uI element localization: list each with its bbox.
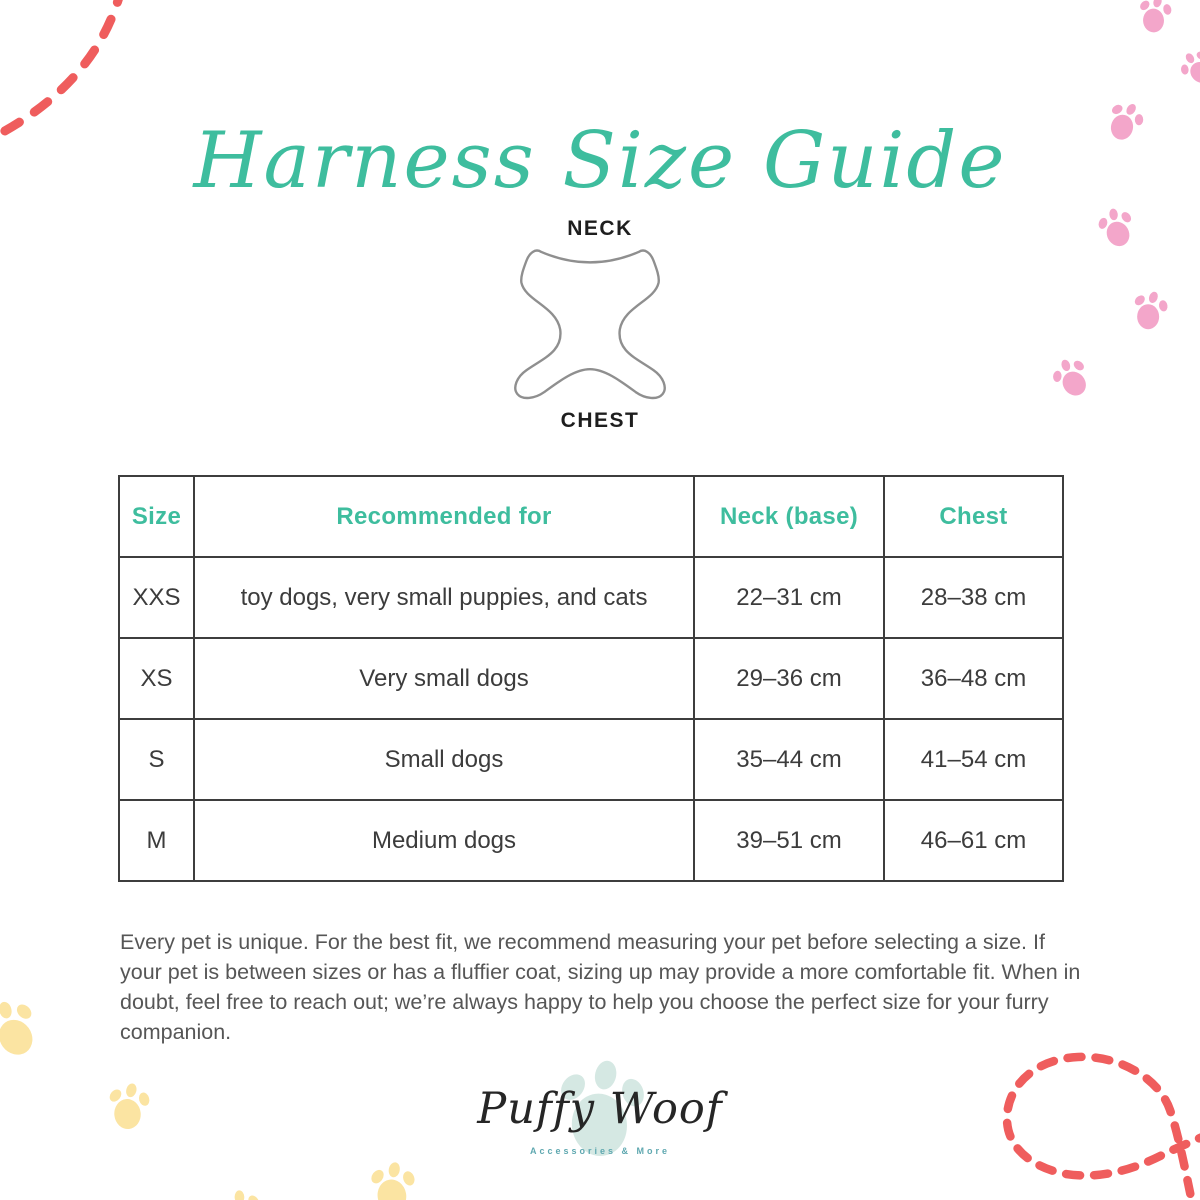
table-row <box>119 719 1063 800</box>
size-cell: S <box>119 719 194 800</box>
sizing-note: Every pet is unique. For the best fit, we recommend measuring your pet before selecting a size. If your pet is between sizes or has a fluffier coat, sizing up may provide a more comfortable fit. When in doubt, feel free to reach out; we’re always happy to help you choose the perfect size for your furry companion. <box>120 929 1081 1044</box>
neck-cell: 39–51 cm <box>694 800 884 881</box>
neck-cell: 22–31 cm <box>694 557 884 638</box>
paw-print-icon <box>1173 44 1200 93</box>
size-guide-table <box>118 475 1064 882</box>
size-cell: XXS <box>119 557 194 638</box>
column-header-neck: Neck (base) <box>694 476 884 557</box>
recommended-cell: toy dogs, very small puppies, and cats <box>194 557 694 638</box>
paw-print-icon <box>1047 353 1096 405</box>
harness-outline-icon <box>503 243 677 407</box>
size-cell: M <box>119 800 194 881</box>
dashed-curve-bottom-right <box>1007 1057 1200 1200</box>
chest-cell: 28–38 cm <box>884 557 1063 638</box>
table-row <box>119 800 1063 881</box>
recommended-cell: Medium dogs <box>194 800 694 881</box>
column-header-size: Size <box>119 476 194 557</box>
page-title: Harness Size Guide <box>193 116 1007 207</box>
brand-logo <box>470 1058 730 1178</box>
chest-cell: 36–48 cm <box>884 638 1063 719</box>
column-header-chest: Chest <box>884 476 1063 557</box>
paw-print-icon <box>1125 286 1173 337</box>
column-header-recommended: Recommended for <box>194 476 694 557</box>
recommended-cell: Very small dogs <box>194 638 694 719</box>
chest-cell: 41–54 cm <box>884 719 1063 800</box>
paw-print-icon <box>218 1188 264 1200</box>
brand-tagline: Accessories & More <box>529 1146 671 1156</box>
neck-cell: 35–44 cm <box>694 719 884 800</box>
neck-cell: 29–36 cm <box>694 638 884 719</box>
paw-print-icon <box>0 994 46 1067</box>
chest-label: CHEST <box>560 409 640 432</box>
chest-cell: 46–61 cm <box>884 800 1063 881</box>
table-header-row <box>119 476 1063 557</box>
table-row <box>119 557 1063 638</box>
paw-print-icon <box>1132 0 1176 39</box>
paw-print-icon <box>101 1079 154 1137</box>
paw-print-icon <box>364 1159 419 1200</box>
harness-diagram <box>503 243 677 407</box>
table-row <box>119 638 1063 719</box>
size-cell: XS <box>119 638 194 719</box>
brand-name: Puffy Woof <box>477 1084 723 1134</box>
recommended-cell: Small dogs <box>194 719 694 800</box>
neck-label: NECK <box>567 217 633 240</box>
